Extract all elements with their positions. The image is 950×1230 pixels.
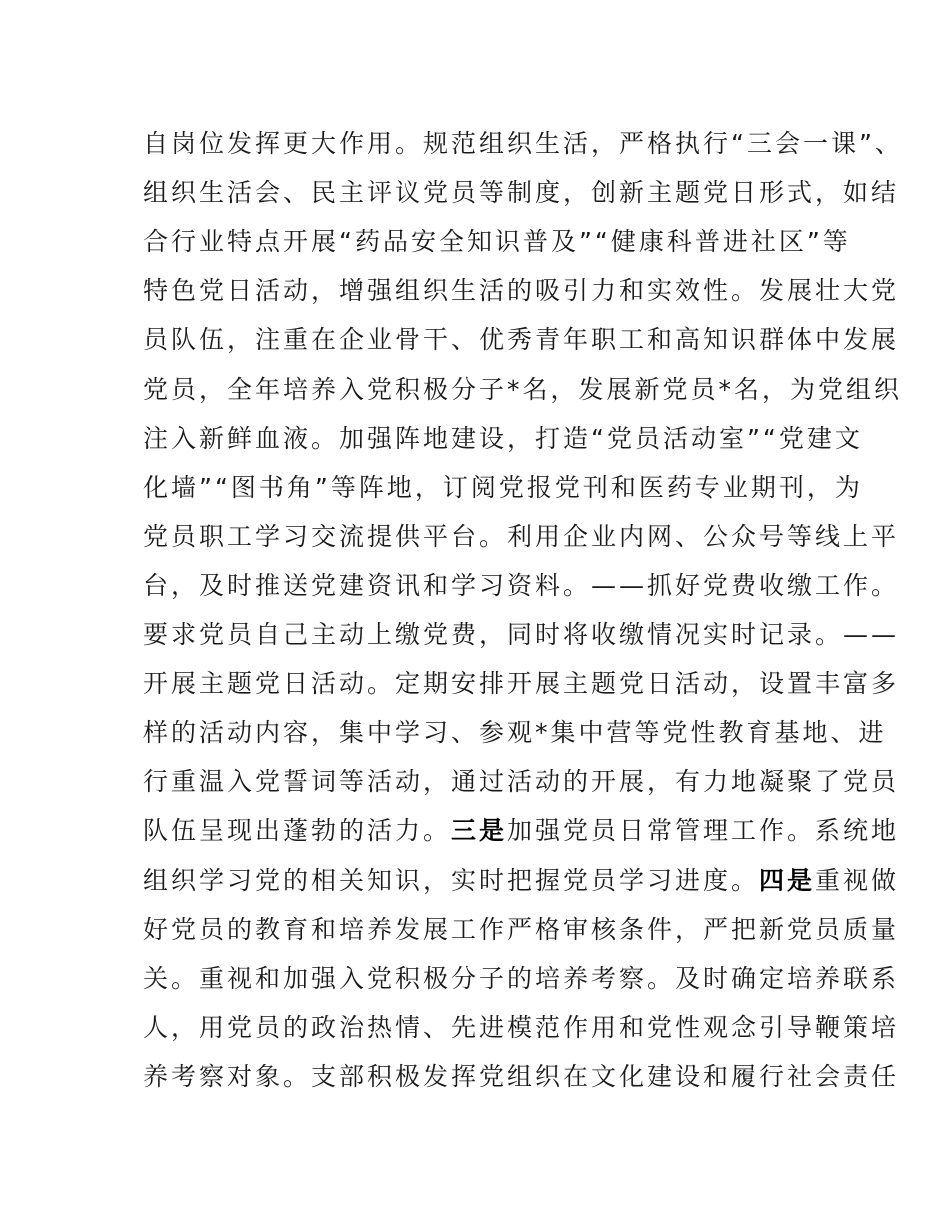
line-text: 开展主题党日活动。定期安排开展主题党日活动，设置丰富多	[143, 669, 900, 699]
line-text: 组织生活会、民主评议党员等制度，创新主题党日形式，如结	[143, 178, 900, 208]
text-line	[143, 762, 899, 802]
line-text: 人，用党员的政治热情、先进模范作用和党性观念引导鞭策培	[143, 1012, 900, 1042]
line-text: 党员，全年培养入党积极分子*名，发展新党员*名，为党组织	[143, 374, 903, 404]
text-line	[143, 959, 899, 999]
text-line	[143, 173, 899, 213]
line-text: 组织学习党的相关知识，实时把握党员学习进度。	[143, 865, 760, 895]
text-line	[143, 1008, 899, 1048]
line-text: 关。重视和加强入党积极分子的培养考察。及时确定培养联系	[143, 963, 900, 993]
text-line	[143, 615, 899, 655]
text-line	[143, 370, 902, 410]
text-line	[143, 124, 903, 164]
line-text: 员队伍，注重在企业骨干、优秀青年职工和高知识群体中发展	[143, 325, 900, 355]
line-text: 自岗位发挥更大作用。规范组织生活，严格执行“三会一课”、	[143, 129, 903, 158]
text-line	[143, 222, 851, 262]
line-text: 合行业特点开展“药品安全知识普及”“健康科普进社区”等	[143, 227, 851, 257]
line-text: 队伍呈现出蓬勃的活力。	[143, 816, 452, 846]
line-text: 行重温入党誓词等活动，通过活动的开展，有力地凝聚了党员	[143, 767, 900, 797]
text-line	[143, 566, 899, 606]
line-text: 特色党日活动，增强组织生活的吸引力和实效性。发展壮大党	[143, 276, 900, 306]
text-line	[143, 320, 899, 360]
line-text: 台，及时推送党建资讯和学习资料。——抓好党费收缴工作。	[143, 570, 900, 600]
text-line	[143, 861, 899, 901]
emphasis-text: 四是	[759, 865, 816, 895]
line-text: 样的活动内容，集中学习、参观*集中营等党性教育基地、进	[143, 718, 887, 748]
line-text: 加强党员日常管理工作。系统地	[507, 816, 900, 846]
text-line	[143, 1057, 899, 1097]
line-text: 重视做	[815, 865, 900, 895]
text-line	[143, 910, 899, 950]
text-line	[143, 271, 899, 311]
text-line	[143, 419, 863, 459]
line-text: 好党员的教育和培养发展工作严格审核条件，严把新党员质量	[143, 914, 900, 944]
text-line	[143, 517, 899, 557]
line-text: 养考察对象。支部积极发挥党组织在文化建设和履行社会责任	[143, 1061, 900, 1091]
line-text: 化墙”“图书角”等阵地，订阅党报党刊和医药专业期刊，为	[143, 472, 863, 502]
line-text: 注入新鲜血液。加强阵地建设，打造“党员活动室”“党建文	[143, 423, 863, 453]
text-line	[143, 664, 899, 704]
line-text: 党员职工学习交流提供平台。利用企业内网、公众号等线上平	[143, 521, 900, 551]
emphasis-text: 三是	[451, 816, 508, 846]
line-text: 要求党员自己主动上缴党费，同时将收缴情况实时记录。——	[143, 620, 900, 649]
text-line	[143, 713, 887, 753]
text-line	[143, 468, 863, 508]
text-line	[143, 811, 899, 851]
